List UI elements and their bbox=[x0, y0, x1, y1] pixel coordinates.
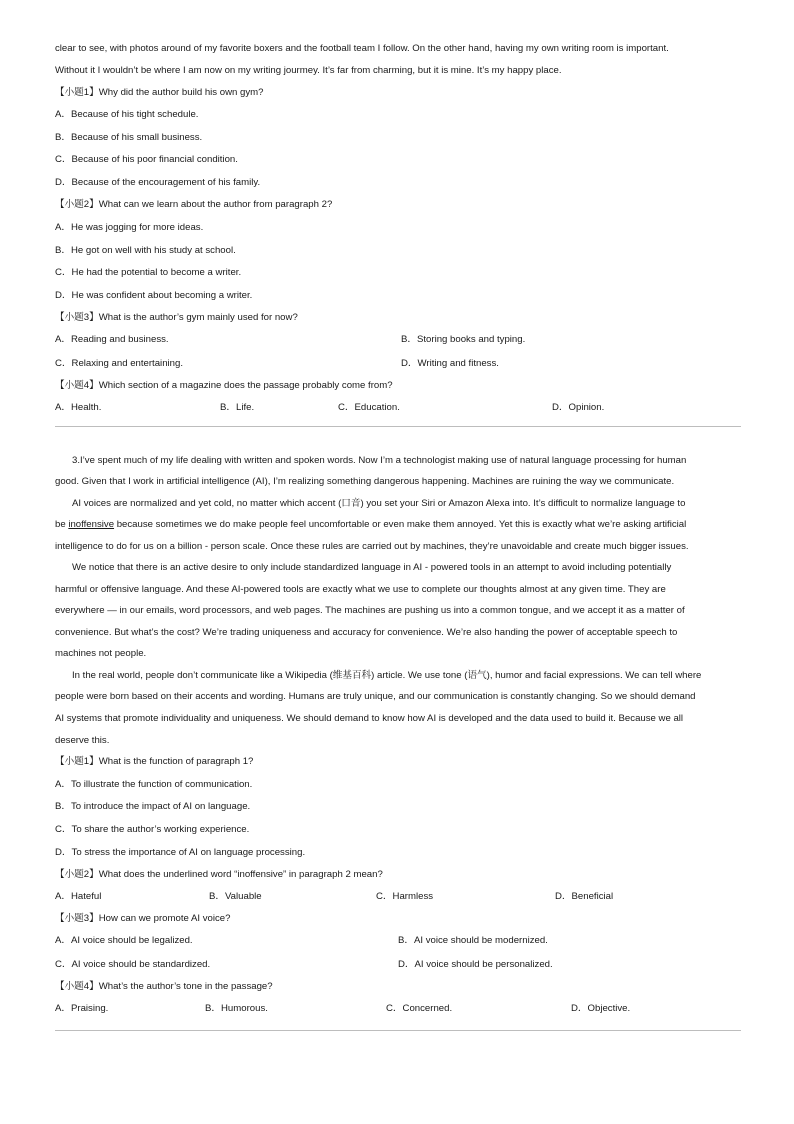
option-b: B．Because of his small business. bbox=[55, 132, 203, 143]
question-stem: 【小题1】Why did the author build his own gym? bbox=[55, 87, 264, 98]
question-stem: 【小题2】What can we learn about the author from paragraph 2? bbox=[55, 199, 333, 210]
option-c: C．Relaxing and entertaining. bbox=[55, 358, 183, 369]
option-b: B．Humorous. bbox=[205, 1003, 268, 1014]
option-c: C．To share the author’s working experience. bbox=[55, 824, 250, 835]
passage-line: clear to see, with photos around of my favorite boxers and the football team I follow. On the other hand, having my own writing room is important. bbox=[55, 43, 669, 54]
option-a: A．Because of his tight schedule. bbox=[55, 109, 199, 120]
passage-text: be bbox=[55, 519, 69, 530]
underlined-word: inoffensive bbox=[68, 519, 115, 530]
passage-line: deserve this. bbox=[55, 735, 110, 746]
option-b: B．To introduce the impact of AI on language. bbox=[55, 801, 251, 812]
option-d: D．Beneficial bbox=[555, 891, 614, 902]
passage-line: 3.I’ve spent much of my life dealing with written and spoken words. Now I’m a technologist making use of natural language processing for human bbox=[72, 455, 687, 466]
option-b: B．He got on well with his study at school. bbox=[55, 245, 236, 256]
option-c: C．He had the potential to become a writer. bbox=[55, 267, 242, 278]
passage-line: good. Given that I work in artificial intelligence (AI), I’m realizing something dangerous happening. Machines are ruining the way we communicate. bbox=[55, 476, 675, 487]
passage-line: intelligence to do for us on a billion - person scale. Once these rules are carried out by machines, they’re unavoidable and create much bigger issues. bbox=[55, 541, 689, 552]
passage-line: Without it I wouldn’t be where I am now on my writing jourmey. It’s far from charming, but it is mine. It’s my happy place. bbox=[55, 65, 562, 76]
passage-line bbox=[55, 519, 686, 531]
option-a: A．To illustrate the function of communication. bbox=[55, 779, 253, 790]
option-a: A．Reading and business. bbox=[55, 334, 169, 345]
question-stem: 【小题2】What does the underlined word “inoffensive” in paragraph 2 mean? bbox=[55, 869, 383, 880]
passage-line: convenience. But what’s the cost? We’re trading uniqueness and accuracy for convenience. We’re also handing the power of acceptable speech to bbox=[55, 627, 678, 638]
question-stem: 【小题4】Which section of a magazine does the passage probably come from? bbox=[55, 380, 393, 391]
passage-line: people were born based on their accents and wording. Humans are truly unique, and our communication is constantly changing. So we should demand bbox=[55, 691, 696, 702]
option-c: C．Concerned. bbox=[386, 1003, 453, 1014]
option-c: C．Because of his poor financial condition. bbox=[55, 154, 238, 165]
passage-line: machines not people. bbox=[55, 648, 147, 659]
passage-line: AI voices are normalized and yet cold, no matter which accent (口音) you set your Siri or Amazon Alexa into. It’s difficult to normalize language to bbox=[72, 498, 686, 509]
question-stem: 【小题3】How can we promote AI voice? bbox=[55, 913, 231, 924]
passage-line: In the real world, people don’t communicate like a Wikipedia (维基百科) article. We use tone (语气), humor and facial expressions. We can tell where bbox=[72, 670, 702, 681]
option-c: C．AI voice should be standardized. bbox=[55, 959, 211, 970]
option-d: D．Because of the encouragement of his family. bbox=[55, 177, 261, 188]
option-a: A．Praising. bbox=[55, 1003, 109, 1014]
option-d: D．Writing and fitness. bbox=[401, 358, 499, 369]
option-b: B．Valuable bbox=[209, 891, 262, 902]
option-c: C．Education. bbox=[338, 402, 400, 413]
passage-line: everywhere — in our emails, word processors, and web pages. The machines are pushing us into a common tongue, and we accept it as a matter of bbox=[55, 605, 685, 616]
section-divider bbox=[55, 426, 741, 427]
option-a: A．Health. bbox=[55, 402, 102, 413]
option-a: A．He was jogging for more ideas. bbox=[55, 222, 204, 233]
passage-text: because sometimes we do make people feel uncomfortable or even make them annoyed. Yet this is exactly what we’re asking artificial bbox=[114, 519, 687, 530]
question-stem: 【小题4】What’s the author’s tone in the passage? bbox=[55, 981, 273, 992]
option-d: D．AI voice should be personalized. bbox=[398, 959, 553, 970]
passage-line: We notice that there is an active desire to only include standardized language in AI - powered tools in an attempt to avoid including potentially bbox=[72, 562, 672, 573]
option-b: B．Life. bbox=[220, 402, 255, 413]
question-stem: 【小题1】What is the function of paragraph 1? bbox=[55, 756, 254, 767]
question-stem: 【小题3】What is the author’s gym mainly used for now? bbox=[55, 312, 298, 323]
option-c: C．Harmless bbox=[376, 891, 434, 902]
option-a: A．AI voice should be legalized. bbox=[55, 935, 193, 946]
passage-line: AI systems that promote individuality and uniqueness. We should demand to know how AI is developed and the data used to build it. Because we all bbox=[55, 713, 684, 724]
option-a: A．Hateful bbox=[55, 891, 102, 902]
option-d: D．To stress the importance of AI on language processing. bbox=[55, 847, 306, 858]
section-divider bbox=[55, 1030, 741, 1031]
option-d: D．Objective. bbox=[571, 1003, 631, 1014]
option-d: D．Opinion. bbox=[552, 402, 605, 413]
option-d: D．He was confident about becoming a writer. bbox=[55, 290, 253, 301]
option-b: B．Storing books and typing. bbox=[401, 334, 526, 345]
passage-line: harmful or offensive language. And these AI-powered tools are exactly what we use to complete our thoughts almost at any given time. They are bbox=[55, 584, 666, 595]
option-b: B．AI voice should be modernized. bbox=[398, 935, 548, 946]
